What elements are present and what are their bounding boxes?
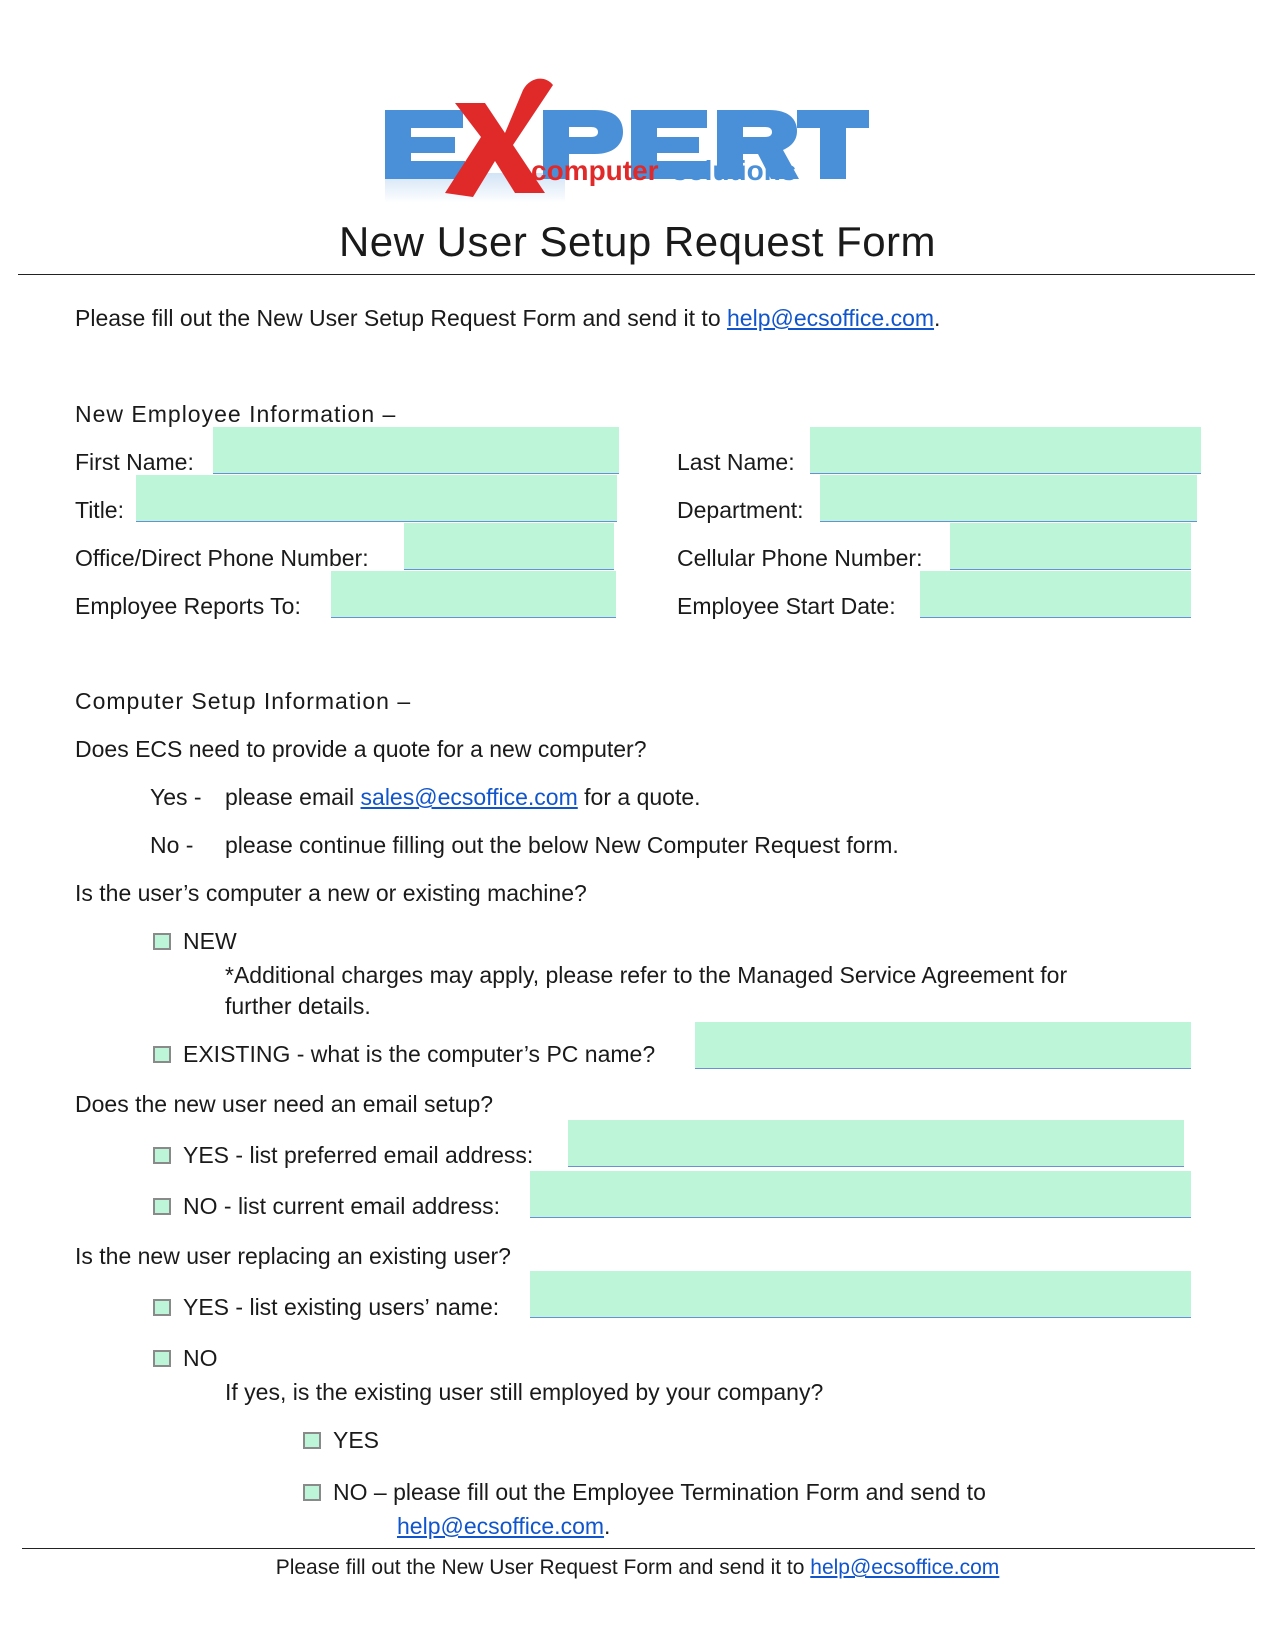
office-phone-field[interactable] <box>404 523 614 570</box>
existing-machine-label: EXISTING - what is the computer’s PC name? <box>183 1041 656 1067</box>
existing-machine-checkbox[interactable] <box>153 1046 171 1063</box>
last-name-label: Last Name: <box>677 449 795 475</box>
email-question: Does the new user need an email setup? <box>75 1091 494 1117</box>
quote-question: Does ECS need to provide a quote for a new computer? <box>75 736 647 762</box>
start-date-label: Employee Start Date: <box>677 593 896 619</box>
footer-email-link[interactable]: help@ecsoffice.com <box>810 1556 1000 1579</box>
termination-email-link[interactable]: help@ecsoffice.com <box>397 1513 605 1539</box>
employed-no-checkbox[interactable] <box>303 1484 321 1501</box>
quote-yes-prefix: please email <box>225 784 361 810</box>
sales-email-link[interactable]: sales@ecsoffice.com <box>360 784 578 810</box>
quote-no-label: No - <box>150 832 194 858</box>
company-logo <box>385 75 895 225</box>
title-field[interactable] <box>136 475 617 522</box>
footer-divider <box>22 1548 1255 1549</box>
intro-period: . <box>934 305 941 331</box>
department-field[interactable] <box>820 475 1197 522</box>
last-name-field[interactable] <box>810 427 1201 474</box>
replace-yes-checkbox[interactable] <box>153 1299 171 1316</box>
pc-name-field[interactable] <box>695 1022 1191 1069</box>
quote-no-text: please continue filling out the below New Computer Request form. <box>225 832 899 858</box>
replace-question: Is the new user replacing an existing user? <box>75 1243 511 1269</box>
employed-no-email-line <box>397 1512 610 1540</box>
preferred-email-field[interactable] <box>568 1120 1184 1167</box>
email-no-checkbox[interactable] <box>153 1198 171 1215</box>
reports-to-field[interactable] <box>331 571 616 618</box>
first-name-field[interactable] <box>213 427 619 474</box>
replace-no-checkbox[interactable] <box>153 1350 171 1367</box>
cell-phone-field[interactable] <box>950 523 1191 570</box>
intro-label: Please fill out the New User Setup Request Form and send it to <box>75 305 727 331</box>
quote-yes-label: Yes - <box>150 784 202 810</box>
expert-logo-graphic <box>385 75 895 225</box>
replace-yes-label: YES - list existing users’ name: <box>183 1294 500 1320</box>
employed-no-label: NO – please fill out the Employee Termination Form and send to <box>333 1479 986 1505</box>
email-no-label: NO - list current email address: <box>183 1193 500 1219</box>
machine-question: Is the user’s computer a new or existing machine? <box>75 880 587 906</box>
existing-user-name-field[interactable] <box>530 1271 1191 1318</box>
title-label: Title: <box>75 497 124 523</box>
replace-no-label: NO <box>183 1345 218 1371</box>
office-phone-label: Office/Direct Phone Number: <box>75 545 369 571</box>
email-yes-checkbox[interactable] <box>153 1147 171 1164</box>
logo-solutions-text: solutions <box>672 155 797 186</box>
new-machine-note-1: *Additional charges may apply, please refer to the Managed Service Agreement for <box>225 962 1068 988</box>
employed-yes-checkbox[interactable] <box>303 1432 321 1449</box>
intro-text <box>75 304 940 332</box>
employed-question: If yes, is the existing user still employed by your company? <box>225 1379 824 1405</box>
page-title: New User Setup Request Form <box>338 218 937 265</box>
employee-section-heading: New Employee Information – <box>75 401 397 427</box>
cell-phone-label: Cellular Phone Number: <box>677 545 923 571</box>
new-machine-note-2: further details. <box>225 993 371 1019</box>
first-name-label: First Name: <box>75 449 194 475</box>
intro-email-link[interactable]: help@ecsoffice.com <box>727 305 935 331</box>
title-divider <box>18 274 1255 275</box>
new-machine-checkbox[interactable] <box>153 933 171 950</box>
computer-section-heading: Computer Setup Information – <box>75 688 412 714</box>
quote-yes-suffix: for a quote. <box>577 784 701 810</box>
new-machine-label: NEW <box>183 928 237 954</box>
reports-to-label: Employee Reports To: <box>75 593 301 619</box>
footer-text <box>0 1554 1275 1582</box>
logo-computer-text: computer <box>531 155 659 186</box>
start-date-field[interactable] <box>920 571 1191 618</box>
employed-yes-label: YES <box>333 1427 380 1453</box>
footer-label: Please fill out the New User Request Form and send it to <box>275 1556 811 1579</box>
current-email-field[interactable] <box>530 1171 1191 1218</box>
employed-no-period: . <box>604 1513 611 1539</box>
email-yes-label: YES - list preferred email address: <box>183 1142 534 1168</box>
department-label: Department: <box>677 497 804 523</box>
quote-yes-text <box>225 783 701 811</box>
